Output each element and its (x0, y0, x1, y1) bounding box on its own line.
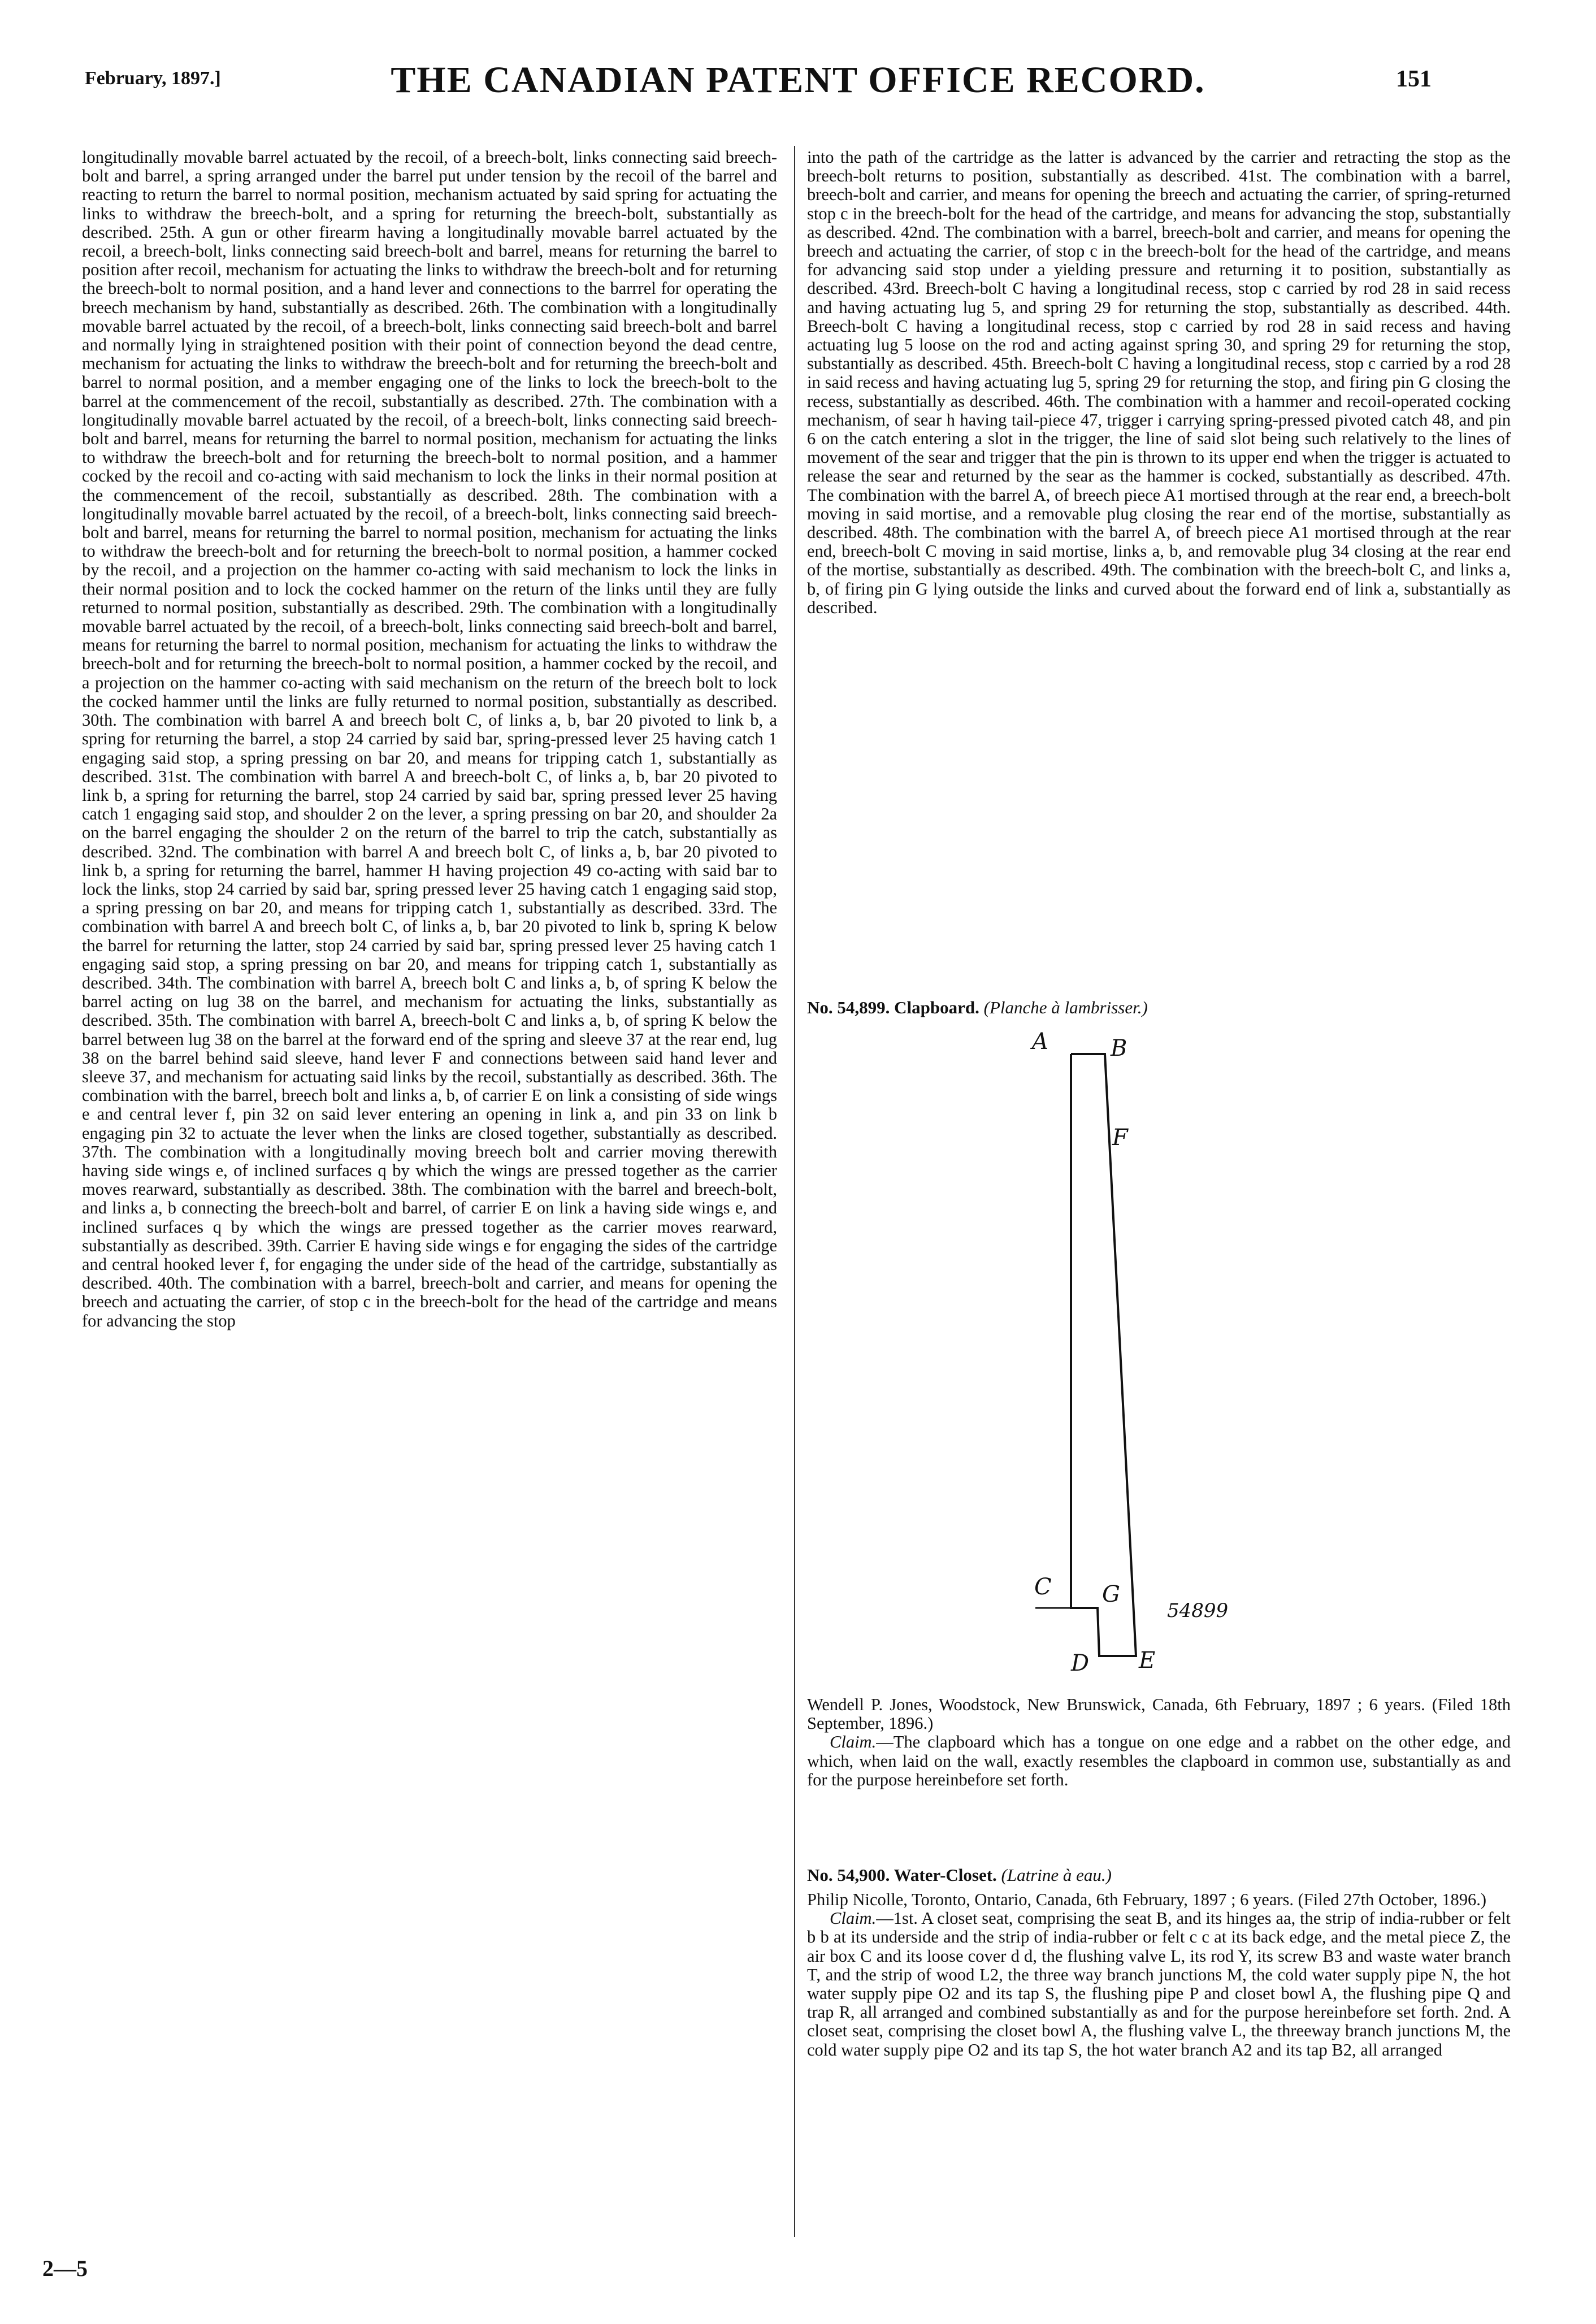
patent-54899-heading (807, 998, 1148, 1018)
patent-54900-number: No. 54,900. (807, 1865, 890, 1885)
figure-label-c: C (1034, 1574, 1052, 1600)
patent-54899-french-title: (Planche à lambrisser.) (983, 998, 1148, 1017)
figure-label-f: F (1112, 1125, 1128, 1151)
patent-54900-heading (807, 1865, 1112, 1885)
right-column-text: into the path of the cartridge as the latter is advanced by the carrier and retracting the stop as the breech-bolt returns to position, substantially as described. 41st. The combination with a barrel, breech-bolt and carrier, and means for opening the breech and actuating the carrier, of spring-returned stop c in the breech-bolt for the head of the cartridge, and means for advancing the stop, substantially as described. 42nd. The combination with a barrel, breech-bolt and carrier, and means for opening the breech and actuating the carrier, of stop c in the breech-bolt for the head of the cartridge, and means for advancing said stop under a yielding pressure and returning it to position, substantially as described. 43rd. Breech-bolt C having a longitudinal recess, stop c carried by rod 28 in said recess and having actuating lug 5, and spring 29 for returning the stop, substantially as described. 44th. Breech-bolt C having a longitudinal recess, stop c carried by rod 28 in said recess and having actuating lug 5 loose on the rod and acting against spring 30, and spring 29 for returning the stop, substantially as described. 45th. Breech-bolt C having a longitudinal recess, stop c carried by a rod 28 in said recess and having actuating lug 5, spring 29 for returning the stop, and firing pin G closing the recess, substantially as described. 46th. The combination with a hammer and recoil-operated cocking mechanism, of sear h having tail-piece 47, trigger i carrying spring-pressed pivoted catch 48, and pin 6 on the catch entering a slot in the trigger, the line of said slot being such relatively to the lines of movement of the sear and trigger that the pin is thrown to its upper end when the trigger is actuated to release the sear and returned by the sear as the hammer is cocked, substantially as described. 47th. The combination with the barrel A, of breech piece A1 mortised through at the rear end, a breech-bolt moving in said mortise, and a removable plug closing the rear end of the mortise, substantially as described. 48th. The combination with the barrel A, of breech piece A1 mortised through at the rear end, breech-bolt C moving in said mortise, links a, b, and removable plug 34 closing at the rear end of the mortise, substantially as described. 49th. The combination with the breech-bolt C, and links a, b, of firing pin G lying outside the links and curved about the forward end of link a, substantially as described. (807, 148, 1511, 617)
figure-label-e: E (1139, 1647, 1156, 1673)
patent-54899-inventor: Wendell P. Jones, Woodstock, New Brunswick, Canada, 6th February, 1897 ; 6 years. (Filed 18th September, 1896.) (807, 1695, 1511, 1733)
signature-mark: 2—5 (42, 2256, 88, 2281)
figure-label-d: D (1071, 1650, 1090, 1676)
patent-54900-body (807, 1891, 1511, 2059)
patent-54900-claim (807, 1909, 1511, 2059)
left-column-text: longitudinally movable barrel actuated by the recoil, of a breech-bolt, links connecting said breech-bolt and barrel, a spring arranged under the barrel put under tension by the recoil of the barrel and reacting to return the barrel to normal position, mechanism actuated by said spring for actuating the links to withdraw the breech-bolt, and a spring for returning the breech-bolt, substantially as described. 25th. A gun or other firearm having a longitudinally movable barrel actuated by the recoil, a breech-bolt, links connecting said breech-bolt and barrel, means for returning the barrel to position after recoil, mechanism for actuating the links to withdraw the breech-bolt and for returning the breech-bolt to normal position, and a hand lever and connections to the barrrel for operating the breech mechanism by hand, substantially as described. 26th. The combination with a longitudinally movable barrel actuated by the recoil, of a breech-bolt, links connecting said breech-bolt and barrel and normally lying in straightened position with their point of connection beyond the dead centre, mechanism for actuating the links to withdraw the breech-bolt and for returning the breech-bolt and barrel to normal position, and a member engaging one of the links to lock the breech-bolt to the barrel at the commencement of the recoil, substantially as described. 27th. The combination with a longitudinally movable barrel actuated by the recoil, of a breech-bolt, links connecting said breech-bolt and barrel, means for returning the barrel to normal position, mechanism for actuating the links to withdraw the breech-bolt and for returning the breech-bolt to normal position, and a hammer cocked by the recoil and co-acting with said mechanism to lock the links in their normal position at the commencement of the recoil, substantially as described. 28th. The combination with a longitudinally movable barrel actuated by the recoil, of a breech-bolt, links connecting said breech-bolt and barrel, means for returning the barrel to normal position, mechanism for actuating the links to withdraw the breech-bolt and for returning the breech-bolt to normal position, a hammer cocked by the recoil, and a projection on the hammer co-acting with said mechanism to lock the links in their normal position and to lock the cocked hammer on the return of the links until they are fully returned to normal position, substantially as described. 29th. The combination with a longitudinally movable barrel actuated by the recoil, of a breech-bolt, links connecting said breech-bolt and barrel, means for returning the barrel to normal position, mechanism for actuating the links to withdraw the breech-bolt and for returning the breech-bolt to normal position, a hammer cocked by the recoil, and a projection on the hammer co-acting with said mechanism on the return of the breech bolt to lock the cocked hammer until the links are fully returned to normal position, substantially as described. 30th. The combination with barrel A and breech bolt C, of links a, b, bar 20 pivoted to link b, a spring for returning the barrel, a stop 24 carried by said bar, spring-pressed lever 25 having catch 1 engaging said stop, a spring pressing on bar 20, and means for tripping catch 1, substantially as described. 31st. The combination with barrel A and breech-bolt C, of links a, b, bar 20 pivoted to link b, a spring for returning the barrel, stop 24 carried by said bar, spring pressed lever 25 having catch 1 engaging said stop, and shoulder 2 on the lever, a spring pressing on bar 20, and shoulder 2a on the barrel engaging the shoulder 2 on the return of the barrel to trip the catch, substantially as described. 32nd. The combination with barrel A and breech bolt C, of links a, b, bar 20 pivoted to link b, a spring for returning the barrel, hammer H having projection 49 co-acting with said bar to lock the links, stop 24 carried by said bar, spring pressed lever 25 having catch 1 engaging said stop, a spring pressing on bar 20, and means for tripping catch 1, substantially as described. 33rd. The combination with barrel A and breech bolt C, of links a, b, bar 20 pivoted to link b, spring K below the barrel for returning the latter, stop 24 carried by said bar, spring pressed lever 25 having catch 1 engaging said stop, a spring pressing on bar 20, and means for tripping catch 1, substantially as described. 34th. The combination with barrel A, breech bolt C and links a, b, of spring K below the barrel acting on lug 38 on the barrel, and mechanism for actuating the links, substantially as described. 35th. The combination with barrel A, breech-bolt C and links a, b, of spring K below the barrel between lug 38 on the barrel at the forward end of the spring and sleeve 37 at the rear end, lug 38 on the barrel behind said sleeve, hand lever F and connections between said hand lever and sleeve 37, and mechanism for actuating said links by the recoil, substantially as described. 36th. The combination with the barrel, breech bolt and links a, b, of carrier E on link a consisting of side wings e and central lever f, pin 32 on said lever entering an opening in link a, and pin 33 on link b engaging pin 32 to actuate the lever when the links are closed together, substantially as described. 37th. The combination with a longitudinally moving breech bolt and carrier moving therewith having side wings e, of inclined surfaces q by which the wings are pressed together as the carrier moves rearward, substantially as described. 38th. The combination with the barrel and breech-bolt, and links a, b connecting the breech-bolt and barrel, of carrier E on link a having side wings e, and inclined surfaces q by which the wings are pressed together as the carrier moves rearward, substantially as described. 39th. Carrier E having side wings e for engaging the sides of the cartridge and central hooked lever f, for engaging the under side of the head of the cartridge, substantially as described. 40th. The combination with a barrel, breech-bolt and carrier, and means for opening the breech and actuating the carrier, of stop c in the breech-bolt for the head of the cartridge and means for advancing the stop (82, 148, 777, 1330)
patent-54899-claim (807, 1733, 1511, 1789)
patent-54899-claim-label: Claim. (830, 1732, 877, 1752)
patent-54900-claim-text: —1st. A closet seat, comprising the seat B, and its hinges aa, the strip of india-rubber or felt b b at its underside and the strip of india-rubber or felt c c at its back edge, and the metal piece Z, the air box C and its loose cover d d, the flushing valve L, its rod Y, its screw B3 and waste water branch T, and the strip of wood L2, the three way branch junctions M, the cold water supply pipe N, the hot water supply pipe O2 and its tap S, the flushing pipe P and closet bowl A, the flushing pipe Q and trap R, all arranged and combined substantially as and for the purpose hereinbefore set forth. 2nd. A closet seat, comprising the closet bowl A, the flushing valve L, the threeway branch junctions M, the cold water supply pipe O2 and its tap S, the hot water branch A2 and its tap B2, all arranged (807, 1909, 1511, 2059)
figure-label-g: G (1102, 1581, 1120, 1607)
right-column-top (807, 148, 1511, 617)
left-column (82, 148, 777, 1330)
figure-number-note: 54899 (1167, 1599, 1229, 1622)
patent-54899-title: Clapboard. (894, 998, 979, 1017)
patent-54900-french-title: (Latrine à eau.) (1001, 1865, 1112, 1885)
patent-54899-body (807, 1696, 1511, 1789)
patent-54899-claim-text: —The clapboard which has a tongue on one edge and a rabbet on the other edge, and which, when laid on the wall, exactly resembles the clapboard in common use, substantially as and for the purpose hereinbefore set forth. (807, 1732, 1511, 1789)
column-divider (794, 146, 795, 2237)
header-date: February, 1897.] (85, 68, 221, 89)
page-number: 151 (1396, 66, 1432, 92)
clapboard-figure (983, 1029, 1322, 1696)
patent-54900-inventor: Philip Nicolle, Toronto, Ontario, Canada, 6th February, 1897 ; 6 years. (Filed 27th October, 1896.) (807, 1890, 1487, 1909)
patent-54900-title: Water-Closet. (894, 1865, 997, 1885)
patent-54899-number: No. 54,899. (807, 998, 890, 1017)
figure-label-b: B (1111, 1035, 1127, 1061)
patent-54900-claim-label: Claim. (830, 1909, 877, 1928)
figure-label-a: A (1032, 1029, 1048, 1055)
header-title: THE CANADIAN PATENT OFFICE RECORD. (391, 59, 1205, 101)
